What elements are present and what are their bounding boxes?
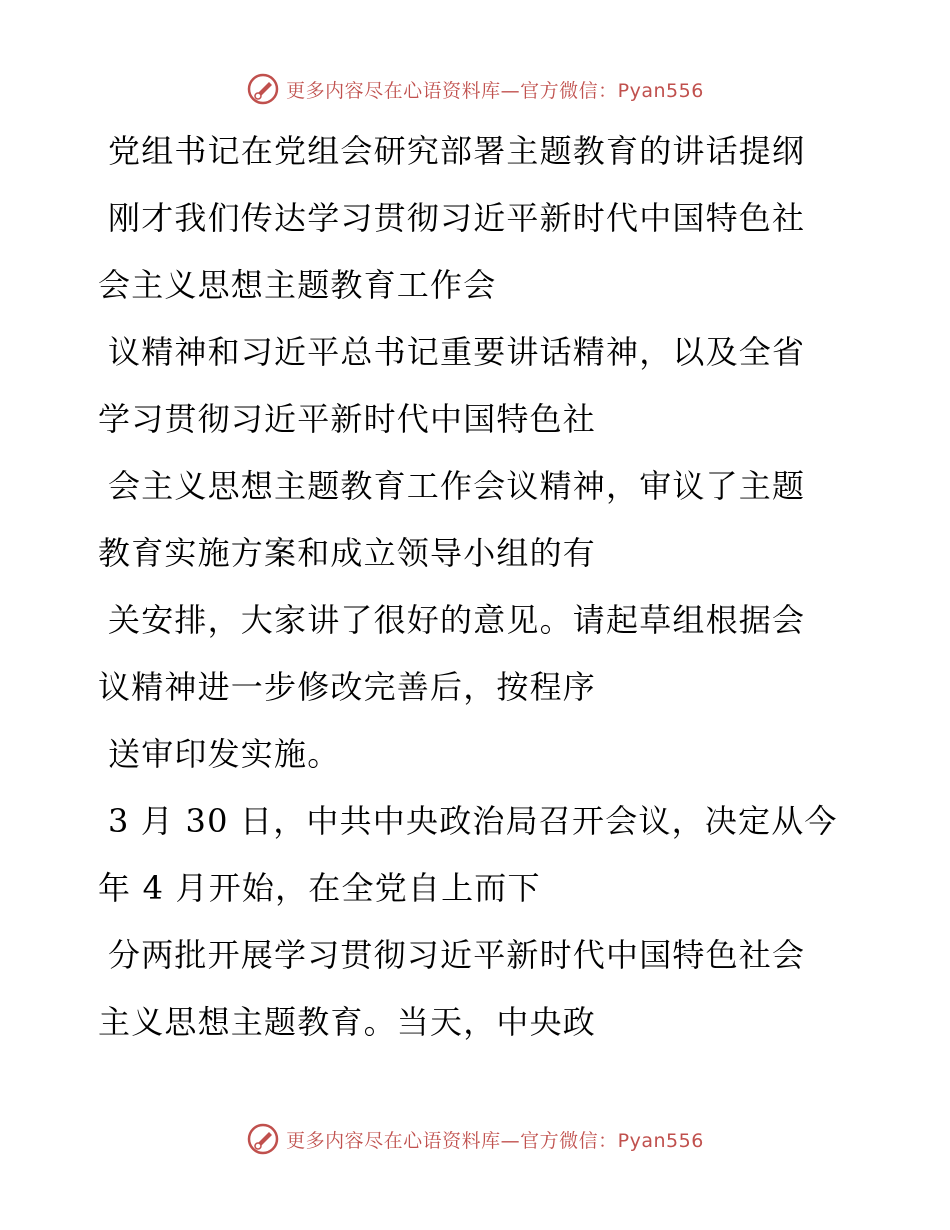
text-line: 关安排，大家讲了很好的意见。请起草组根据会 (108, 601, 806, 639)
banner-text: 更多内容尽在心语资料库—官方微信：Pyan556 (286, 79, 704, 102)
text-line: 教育实施方案和成立领导小组的有 (98, 534, 597, 572)
text-line: 学习贯彻习近平新时代中国特色社 (98, 400, 597, 438)
text-line: 分两批开展学习贯彻习近平新时代中国特色社会 (108, 936, 806, 974)
book-quill-logo-icon (246, 1122, 280, 1156)
text-line: 会主义思想主题教育工作会议精神，审议了主题 (108, 467, 806, 505)
header-watermark-banner (0, 72, 950, 106)
text-line: 3 月 30 日，中共中央政治局召开会议，决定从今 (108, 802, 838, 840)
text-line: 会主义思想主题教育工作会 (98, 266, 497, 304)
document-title: 党组书记在党组会研究部署主题教育的讲话提纲 (108, 132, 806, 170)
banner-text: 更多内容尽在心语资料库—官方微信：Pyan556 (286, 1129, 704, 1152)
text-line: 送审印发实施。 (108, 735, 341, 773)
text-line: 主义思想主题教育。当天，中央政 (98, 1003, 597, 1041)
text-line: 年 4 月开始，在全党自上而下 (98, 869, 541, 907)
book-quill-logo-icon (246, 72, 280, 106)
document-body (98, 118, 838, 1056)
footer-watermark-banner (0, 1122, 950, 1156)
text-line: 议精神和习近平总书记重要讲话精神，以及全省 (108, 333, 806, 371)
text-line: 刚才我们传达学习贯彻习近平新时代中国特色社 (108, 199, 806, 237)
text-line: 议精神进一步修改完善后，按程序 (98, 668, 597, 706)
